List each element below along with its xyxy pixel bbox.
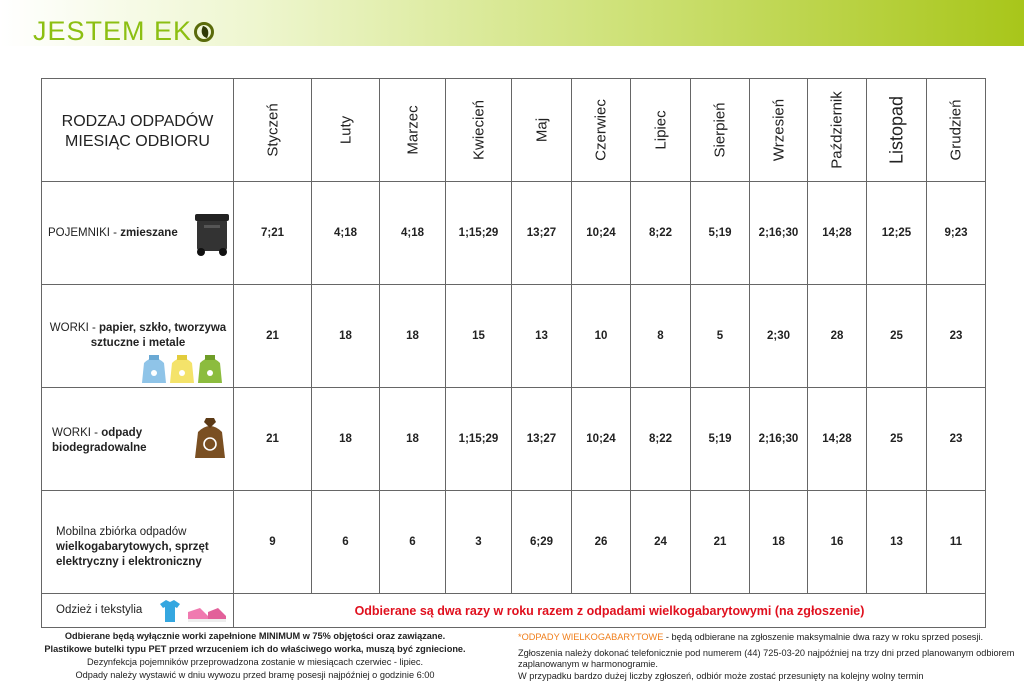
header-line1: RODZAJ ODPADÓW	[61, 113, 214, 130]
pickup-day: 1;15;29	[446, 182, 512, 285]
pickup-day: 3	[446, 491, 512, 594]
footer-left-notes	[0, 630, 510, 682]
pickup-day: 14;28	[808, 388, 867, 491]
month-label: Czerwiec	[592, 99, 610, 161]
pickup-day: 2;16;30	[750, 182, 808, 285]
pickup-day: 21	[234, 388, 312, 491]
month-label: Styczeń	[264, 103, 281, 157]
pickup-day: 10;24	[572, 182, 631, 285]
pickup-day: 25	[867, 285, 927, 388]
leaf-o-icon	[194, 22, 214, 42]
corner-header	[42, 79, 234, 182]
clothing-shoes-icon	[156, 598, 230, 624]
month-header	[631, 79, 691, 182]
pickup-day: 14;28	[808, 182, 867, 285]
pickup-day: 4;18	[312, 182, 380, 285]
pickup-day: 7;21	[234, 182, 312, 285]
note-bags-full: Odbierane będą wyłącznie worki zapełnione MINIMUM w 75% objętości oraz zawiązane.	[64, 631, 446, 641]
pickup-day: 21	[234, 285, 312, 388]
month-header	[380, 79, 446, 182]
row-label	[42, 388, 234, 491]
pickup-day: 1;15;29	[446, 388, 512, 491]
month-label: Październik	[828, 91, 846, 169]
pickup-day: 18	[312, 388, 380, 491]
pickup-day: 5;19	[691, 182, 750, 285]
pickup-day: 16	[808, 491, 867, 594]
pickup-day: 15	[446, 285, 512, 388]
month-header-row	[42, 79, 986, 182]
pickup-day: 24	[631, 491, 691, 594]
schedule-table	[41, 78, 986, 628]
table-row	[42, 491, 986, 594]
table-row	[42, 285, 986, 388]
pickup-day: 13;27	[512, 388, 572, 491]
month-header	[234, 79, 312, 182]
row-label	[42, 491, 234, 594]
month-header	[927, 79, 986, 182]
pickup-day: 8;22	[631, 388, 691, 491]
pickup-day: 8	[631, 285, 691, 388]
pickup-day: 6;29	[512, 491, 572, 594]
month-header	[808, 79, 867, 182]
pickup-day: 11	[927, 491, 986, 594]
label-bold: odpady biodegradowalne	[52, 427, 147, 454]
month-header	[867, 79, 927, 182]
month-header	[512, 79, 572, 182]
month-header	[691, 79, 750, 182]
pickup-day: 4;18	[380, 182, 446, 285]
label-bold: papier, szkło, tworzywa sztuczne i metale	[90, 322, 227, 349]
month-label: Kwiecień	[470, 99, 487, 161]
bulky-waste-delay-info: W przypadku bardzo dużej liczby zgłoszeń, odbiór może zostać przesunięty na kolejny wolny termin	[518, 670, 924, 681]
bulky-waste-info: - będą odbierane na zgłoszenie maksymalnie dwa razy w roku sprzed posesji.	[663, 632, 984, 642]
label-plain: Mobilna zbiórka odpadów	[56, 526, 187, 538]
pickup-day: 26	[572, 491, 631, 594]
brand-text: JESTEM EK	[33, 16, 193, 46]
textiles-row	[42, 594, 986, 628]
trash-bin-icon	[192, 211, 232, 257]
month-label: Listopad	[886, 95, 906, 165]
label-plain: WORKI -	[52, 427, 102, 439]
textiles-note: Odbierane są dwa razy w roku razem z odpadami wielkogabarytowymi (na zgłoszenie)	[234, 594, 986, 628]
pickup-day: 12;25	[867, 182, 927, 285]
pickup-day: 13	[512, 285, 572, 388]
month-label: Marzec	[404, 105, 421, 155]
brand-logo	[33, 16, 214, 46]
pickup-day: 25	[867, 388, 927, 491]
label-bold: zmieszane	[120, 227, 178, 239]
pickup-day: 28	[808, 285, 867, 388]
month-label: Grudzień	[947, 99, 965, 161]
pickup-day: 13;27	[512, 182, 572, 285]
pickup-day: 18	[380, 388, 446, 491]
pickup-day: 21	[691, 491, 750, 594]
header-line2: MIESIĄC ODBIORU	[65, 133, 210, 150]
month-label: Lipiec	[652, 110, 669, 150]
pickup-day: 9	[234, 491, 312, 594]
recycling-bags-icon	[140, 351, 226, 385]
row-label	[42, 182, 234, 285]
table-row	[42, 388, 986, 491]
textiles-label: Odzież i tekstylia	[56, 604, 143, 616]
pickup-day: 6	[312, 491, 380, 594]
pickup-day: 5;19	[691, 388, 750, 491]
row-label	[42, 285, 234, 388]
table-row	[42, 182, 986, 285]
pickup-day: 18	[380, 285, 446, 388]
pickup-day: 2;30	[750, 285, 808, 388]
label-plain: WORKI -	[49, 322, 99, 334]
pickup-day: 23	[927, 388, 986, 491]
bulky-waste-phone-info: Zgłoszenia należy dokonać telefonicznie pod numerem (44) 725-03-20 najpóźniej na trzy dni przed planowanym odbiorem zaplanowanym w harmonogramie.	[518, 647, 1015, 669]
pickup-day: 5	[691, 285, 750, 388]
pickup-day: 18	[312, 285, 380, 388]
month-header	[446, 79, 512, 182]
row-label	[42, 594, 234, 628]
pickup-day: 13	[867, 491, 927, 594]
pickup-day: 18	[750, 491, 808, 594]
month-header	[312, 79, 380, 182]
note-put-out-time: Odpady należy wystawić w dniu wywozu przed bramę posesji najpóźniej o godzinie 6:00	[75, 670, 435, 680]
pickup-day: 8;22	[631, 182, 691, 285]
month-header	[572, 79, 631, 182]
pickup-day: 23	[927, 285, 986, 388]
pickup-day: 9;23	[927, 182, 986, 285]
label-bold: wielkogabarytowych, sprzęt elektryczny i elektroniczny	[56, 541, 209, 568]
month-label: Sierpień	[711, 102, 729, 158]
footer-right-notes	[518, 632, 1018, 682]
month-label: Maj	[533, 117, 550, 143]
note-disinfection: Dezynfekcja pojemników przeprowadzona zostanie w miesiącach czerwiec - lipiec.	[87, 657, 423, 667]
note-pet-bottles: Plastikowe butelki typu PET przed wrzuceniem ich do właściwego worka, muszą być zgniecione.	[44, 644, 466, 654]
month-header	[750, 79, 808, 182]
pickup-day: 2;16;30	[750, 388, 808, 491]
month-label: Luty	[337, 115, 354, 145]
pickup-day: 10;24	[572, 388, 631, 491]
pickup-day: 6	[380, 491, 446, 594]
label-plain: POJEMNIKI -	[48, 227, 121, 239]
pickup-day: 10	[572, 285, 631, 388]
bio-bag-icon	[192, 416, 228, 460]
bulky-waste-highlight: *ODPADY WIELKOGABARYTOWE	[518, 632, 664, 642]
month-label: Wrzesień	[770, 98, 787, 162]
